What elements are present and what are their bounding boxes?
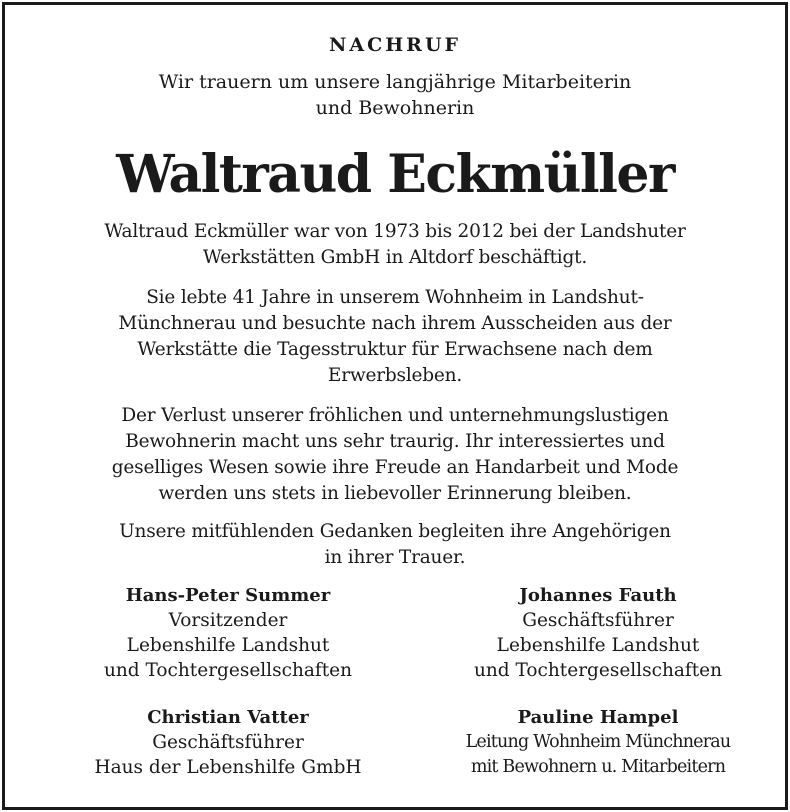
paragraph-line: Münchnerau und besuchte nach ihrem Ausscheiden aus der <box>118 313 672 334</box>
paragraph-line: Der Verlust unserer fröhlichen und unternehmungslustigen <box>121 405 669 426</box>
signatory-org: mit Bewohnern u. Mitarbeitern <box>470 757 726 777</box>
signatory-role: Geschäftsführer <box>522 610 674 631</box>
signatory-org: Lebenshilfe Landshut <box>496 635 700 656</box>
signatory-hans-peter-summer <box>43 583 413 683</box>
intro-line: und Bewohnerin <box>315 97 475 119</box>
paragraph-residence <box>25 285 765 389</box>
intro-line: Wir trauern um unsere langjährige Mitarbeiterin <box>158 71 632 93</box>
signatory-johannes-fauth <box>413 583 783 683</box>
intro-text <box>5 69 785 121</box>
notice-heading: NACHRUF <box>328 34 462 56</box>
signatory-role: Geschäftsführer <box>152 732 304 753</box>
paragraph-line: Werkstätten GmbH in Altdorf beschäftigt. <box>202 247 588 268</box>
signatory-name: Pauline Hampel <box>517 707 679 728</box>
paragraph-line: Bewohnerin macht uns sehr traurig. Ihr interessiertes und <box>125 431 665 452</box>
signatory-christian-vatter <box>43 705 413 780</box>
deceased-name: Waltraud Eckmüller <box>116 144 674 205</box>
paragraph-employment <box>25 219 765 271</box>
paragraph-loss <box>25 403 765 507</box>
paragraph-line: Waltraud Eckmüller war von 1973 bis 2012 bei der Landshuter <box>104 221 686 242</box>
paragraph-line: in ihrer Trauer. <box>324 547 466 568</box>
paragraph-line: werden uns stets in liebevoller Erinnerung bleiben. <box>158 483 632 504</box>
signatory-org: Lebenshilfe Landshut <box>126 635 330 656</box>
signatory-role: Vorsitzender <box>168 610 288 631</box>
signatory-org: und Tochtergesellschaften <box>103 660 353 681</box>
paragraph-line: Erwerbsleben. <box>327 365 463 386</box>
signatory-pauline-hampel <box>413 705 783 780</box>
paragraph-line: Unsere mitfühlenden Gedanken begleiten ihre Angehörigen <box>119 521 671 542</box>
paragraph-line: Werkstätte die Tagesstruktur für Erwachsene nach dem <box>137 339 653 360</box>
signatory-role: Leitung Wohnheim Münchnerau <box>465 732 731 752</box>
signatory-org: Haus der Lebenshilfe GmbH <box>94 757 362 778</box>
signatory-name: Christian Vatter <box>147 707 309 728</box>
signatory-name: Johannes Fauth <box>519 585 677 606</box>
paragraph-line: geselliges Wesen sowie ihre Freude an Handarbeit und Mode <box>111 457 679 478</box>
paragraph-condolence <box>25 519 765 571</box>
paragraph-line: Sie lebte 41 Jahre in unserem Wohnheim in Landshut- <box>146 287 644 308</box>
signatory-name: Hans-Peter Summer <box>125 585 331 606</box>
obituary-notice <box>2 2 788 810</box>
signatory-org: und Tochtergesellschaften <box>473 660 723 681</box>
